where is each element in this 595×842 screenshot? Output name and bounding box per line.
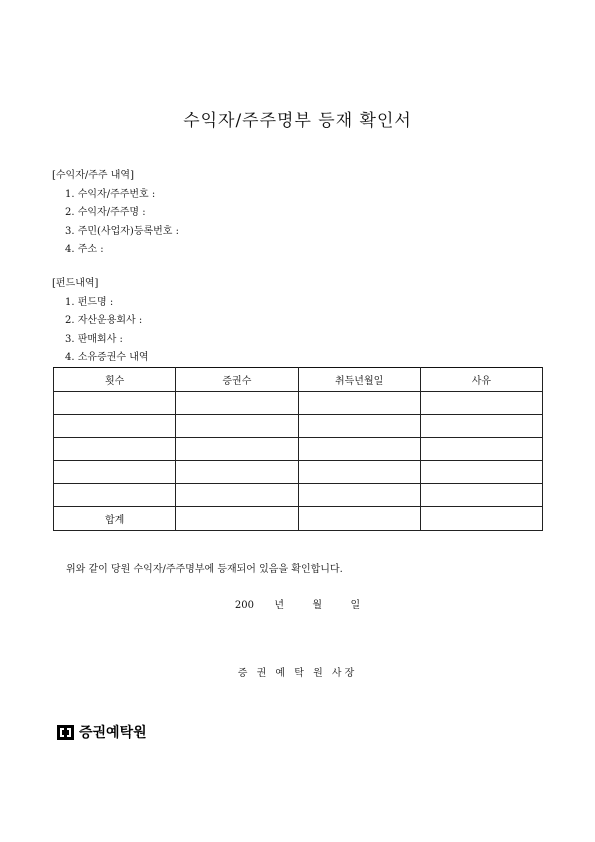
column-header-shares: 증권수: [176, 368, 298, 392]
table-cell: [54, 415, 176, 438]
total-label: 합계: [54, 507, 176, 531]
date-year: 200: [234, 600, 254, 611]
column-header-acquired-date: 취득년월일: [298, 368, 420, 392]
table-cell: [54, 484, 176, 507]
ksd-logo-icon: [57, 724, 74, 741]
table-cell: [176, 461, 298, 484]
table-row: [54, 484, 543, 507]
registration-number-label: 3. 주민(사업자)등록번호 :: [65, 225, 180, 237]
table-row: [54, 438, 543, 461]
column-header-count: 횟수: [54, 368, 176, 392]
table-row: [54, 392, 543, 415]
table-total-row: [54, 507, 543, 531]
table-cell: [298, 392, 420, 415]
ksd-logo-text: 증권예탁원: [79, 725, 147, 741]
holder-section-heading: [수익자/주주 내역]: [52, 170, 134, 181]
date-month-unit: 월: [312, 600, 323, 611]
table-cell: [298, 484, 420, 507]
confirmation-statement: 위와 같이 당원 수익자/주주명부에 등재되어 있음을 확인합니다.: [66, 564, 343, 575]
table-cell: [54, 438, 176, 461]
table-cell: [54, 392, 176, 415]
holder-section: [52, 167, 179, 260]
table-cell: [298, 438, 420, 461]
distributor-label: 3. 판매회사 :: [65, 333, 123, 345]
holder-name-label: 2. 수익자/주주명 :: [65, 207, 146, 218]
table-cell: [420, 484, 542, 507]
fund-section: [52, 275, 149, 368]
table-cell: [420, 507, 542, 531]
fund-name-label: 1. 펀드명 :: [65, 296, 114, 308]
table-row: [54, 415, 543, 438]
table-cell: [176, 392, 298, 415]
table-cell: [298, 461, 420, 484]
date-day-unit: 일: [350, 600, 361, 611]
table-cell: [176, 415, 298, 438]
fund-section-heading: [펀드내역]: [52, 278, 99, 289]
table-header-row: [54, 368, 543, 392]
address-label: 4. 주소 :: [65, 244, 104, 255]
table-cell: [420, 415, 542, 438]
shares-table: [53, 367, 543, 531]
table-cell: [176, 507, 298, 531]
column-header-reason: 사유: [420, 368, 542, 392]
date-line: [0, 596, 595, 611]
table-cell: [298, 415, 420, 438]
table-cell: [176, 484, 298, 507]
table-cell: [420, 392, 542, 415]
table-cell: [176, 438, 298, 461]
table-cell: [54, 461, 176, 484]
ksd-logo: [57, 722, 147, 742]
issuer-signature-line: 증 권 예 탁 원 사장: [237, 668, 358, 679]
asset-manager-label: 2. 자산운용회사 :: [65, 315, 143, 326]
table-cell: [420, 461, 542, 484]
shares-breakdown-label: 4. 소유증권수 내역: [65, 352, 149, 363]
table-cell: [420, 438, 542, 461]
table-row: [54, 461, 543, 484]
document-title: 수익자/주주명부 등재 확인서: [183, 111, 412, 131]
date-year-unit: 년: [274, 600, 285, 611]
table-cell: [298, 507, 420, 531]
holder-number-label: 1. 수익자/주주번호 :: [65, 188, 156, 200]
